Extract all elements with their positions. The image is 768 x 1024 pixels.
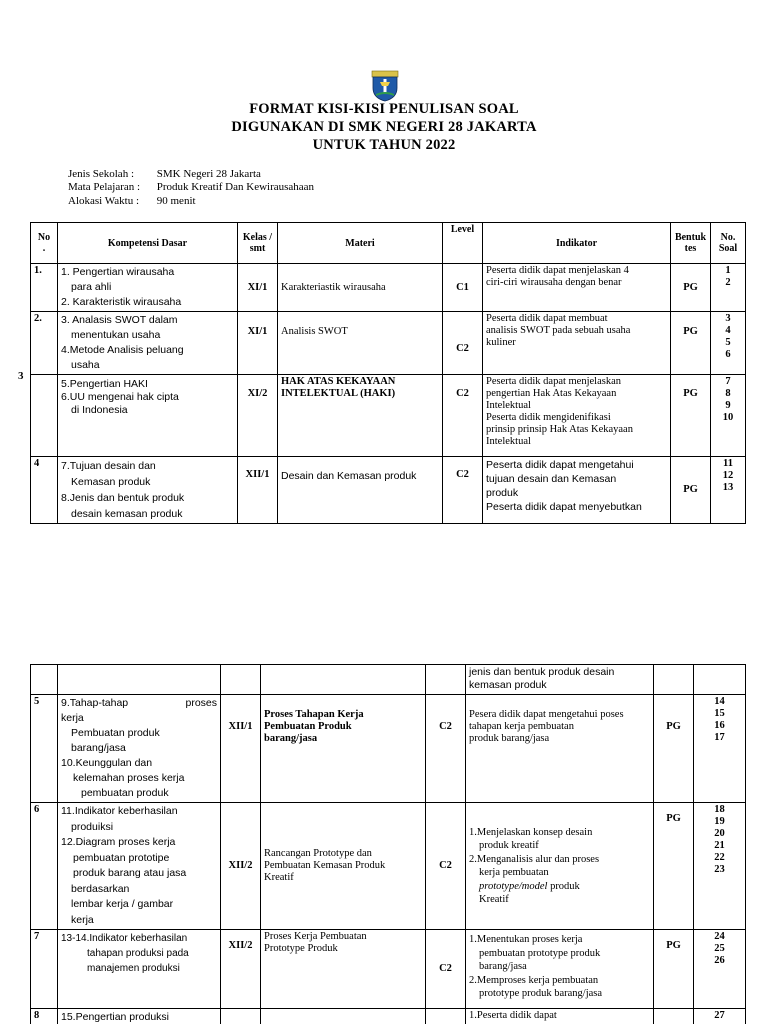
bentuk-cell: PG (671, 375, 711, 457)
indikator-cell: 1.Peserta didik dapat (466, 1009, 654, 1024)
level-cell: C2 (443, 312, 483, 375)
header-bentuk: Bentuk tes (671, 223, 711, 264)
indikator-cell: Pesera didik dapat mengetahui poses tahapan kerja pembuatan produk barang/jasa (466, 695, 654, 803)
nosoal-cell: 11 12 13 (711, 457, 746, 524)
empty-cell (221, 1009, 261, 1024)
empty-cell (654, 665, 694, 695)
level-cell: C2 (426, 695, 466, 803)
kompetensi-cell: 7.Tujuan desain dan Kemasan produk 8.Jenis dan bentuk produk desain kemasan produk (58, 457, 238, 524)
jakarta-emblem-logo (370, 70, 400, 102)
row-number: 7 (31, 930, 58, 1009)
kompetensi-cell: 13-14.Indikator keberhasilan tahapan produksi pada manajemen produksi (58, 930, 221, 1009)
document-title-line-1: FORMAT KISI-KISI PENULISAN SOAL (249, 101, 519, 117)
indikator-cell: Peserta didik dapat membuat analisis SWOT pada sebuah usaha kuliner (483, 312, 671, 375)
table-row (31, 803, 746, 930)
nosoal-cell: 1 2 (711, 264, 746, 312)
header-materi: Materi (278, 223, 443, 264)
kelas-cell: XII/2 (221, 803, 261, 930)
kompetensi-cell: 15.Pengertian produksi (58, 1009, 221, 1024)
header-kompetensi: Kompetensi Dasar (58, 223, 238, 264)
meta-value: SMK Negeri 28 Jakarta (156, 168, 261, 180)
empty-cell (426, 665, 466, 695)
indikator-cell: 1.Menjelaskan konsep desain produk kreatif 2.Menganalisis alur dan proses kerja pembuatan prototype/model produk Kreatif (466, 803, 654, 930)
nosoal-cell: 18 19 20 21 22 23 (694, 803, 746, 930)
level-cell: C1 (443, 264, 483, 312)
side-row-number: 3 (18, 370, 24, 382)
table-row (31, 375, 746, 457)
meta-value: Produk Kreatif Dan Kewirausahaan (156, 181, 315, 193)
table-row (31, 930, 746, 1009)
meta-value: 90 menit (156, 195, 196, 207)
kisi-kisi-table-page-1 (30, 222, 746, 524)
row-number: 6 (31, 803, 58, 930)
materi-cell: Karakteriastik wirausaha (278, 264, 443, 312)
indikator-cell: Peserta didik dapat menjelaskan 4 ciri-ciri wirausaha dengan benar (483, 264, 671, 312)
document-title-line-3: UNTUK TAHUN 2022 (312, 137, 456, 153)
table-row (31, 1009, 746, 1024)
empty-cell (261, 665, 426, 695)
table-row (31, 695, 746, 803)
level-cell: C2 (426, 930, 466, 1009)
table-row (31, 264, 746, 312)
kelas-cell: XI/1 (238, 312, 278, 375)
nosoal-cell: 27 (694, 1009, 746, 1024)
kelas-cell: XII/1 (238, 457, 278, 524)
materi-cell: HAK ATAS KEKAYAAN INTELEKTUAL (HAKI) (278, 375, 443, 457)
level-cell: C2 (426, 803, 466, 930)
kompetensi-cell: 1. Pengertian wirausaha para ahli 2. Karakteristik wirausaha (58, 264, 238, 312)
empty-cell (31, 665, 58, 695)
kelas-cell: XI/1 (238, 264, 278, 312)
document-title-line-2: DIGUNAKAN DI SMK NEGERI 28 JAKARTA (231, 119, 537, 135)
header-level: Level (443, 223, 483, 264)
header-nosoal: No. Soal (711, 223, 746, 264)
level-cell: C2 (443, 375, 483, 457)
empty-cell (261, 1009, 426, 1024)
kelas-cell: XII/1 (221, 695, 261, 803)
materi-cell: Analisis SWOT (278, 312, 443, 375)
table-row (31, 312, 746, 375)
row-number-empty (31, 375, 58, 457)
materi-cell: Proses Kerja Pembuatan Prototype Produk (261, 930, 426, 1009)
header-kelas: Kelas / smt (238, 223, 278, 264)
level-cell: C2 (443, 457, 483, 524)
bentuk-cell: PG (671, 312, 711, 375)
meta-label: Jenis Sekolah : (68, 168, 134, 180)
meta-jenis-sekolah (68, 168, 261, 180)
empty-cell (654, 1009, 694, 1024)
indikator-cell: Peserta didik dapat mengetahui tujuan desain dan Kemasan produk Peserta didik dapat menyebutkan (483, 457, 671, 524)
row-number: 5 (31, 695, 58, 803)
nosoal-cell: 24 25 26 (694, 930, 746, 1009)
indikator-cell: Peserta didik dapat menjelaskan pengertian Hak Atas Kekayaan Intelektual Peserta didik mengidenifikasi prinsip prinsip Hak Atas Kekayaan Intelektual (483, 375, 671, 457)
table-header-row (31, 223, 746, 264)
meta-mata-pelajaran (68, 181, 314, 193)
empty-cell (694, 665, 746, 695)
meta-label: Mata Pelajaran : (68, 181, 141, 193)
materi-cell: Rancangan Prototype dan Pembuatan Kemasan Produk Kreatif (261, 803, 426, 930)
row-number: 2. (31, 312, 58, 375)
nosoal-cell: 3 4 5 6 (711, 312, 746, 375)
row-number: 4 (31, 457, 58, 524)
kompetensi-cell: 3. Analasis SWOT dalam menentukan usaha 4.Metode Analisis peluang usaha (58, 312, 238, 375)
empty-cell (426, 1009, 466, 1024)
bentuk-cell: PG (671, 264, 711, 312)
kelas-cell: XI/2 (238, 375, 278, 457)
materi-cell: Proses Tahapan Kerja Pembuatan Produk barang/jasa (261, 695, 426, 803)
table-row (31, 457, 746, 524)
kompetensi-cell: 5.Pengertian HAKI 6.UU mengenai hak cipta di Indonesia (58, 375, 238, 457)
materi-cell: Desain dan Kemasan produk (278, 457, 443, 524)
row-number: 1. (31, 264, 58, 312)
kompetensi-cell: 11.Indikator keberhasilan produiksi 12.Diagram proses kerja pembuatan prototipe produk barang atau jasa berdasarkan lembar kerja / gambar kerja (58, 803, 221, 930)
indikator-cell: jenis dan bentuk produk desain kemasan produk (466, 665, 654, 695)
bentuk-cell: PG (654, 695, 694, 803)
nosoal-cell: 14 15 16 17 (694, 695, 746, 803)
kelas-cell: XII/2 (221, 930, 261, 1009)
empty-cell (58, 665, 221, 695)
row-number: 8 (31, 1009, 58, 1024)
bentuk-cell: PG (671, 457, 711, 524)
header-no: No . (31, 223, 58, 264)
bentuk-cell: PG (654, 930, 694, 1009)
table-row-continuation (31, 665, 746, 695)
kisi-kisi-table-page-2 (30, 664, 746, 1024)
indikator-cell: 1.Menentukan proses kerja pembuatan prototype produk barang/jasa 2.Memproses kerja pembuatan prototype produk barang/jasa (466, 930, 654, 1009)
nosoal-cell: 7 8 9 10 (711, 375, 746, 457)
meta-label: Alokasi Waktu : (68, 195, 140, 207)
meta-alokasi-waktu (68, 195, 196, 207)
bentuk-cell: PG (654, 803, 694, 930)
kompetensi-cell: 9.Tahap-tahap proses kerja Pembuatan produk barang/jasa 10.Keunggulan dan kelemahan proses kerja pembuatan produk (58, 695, 221, 803)
empty-cell (221, 665, 261, 695)
header-indikator: Indikator (483, 223, 671, 264)
